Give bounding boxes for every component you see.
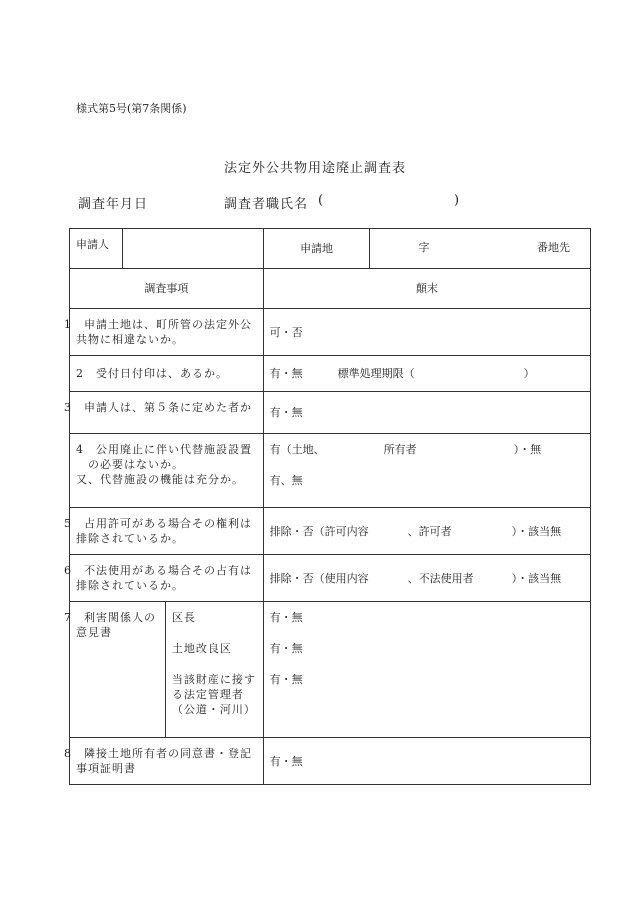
item-text: 又、代替施設の機能は充分か。: [76, 473, 244, 486]
table-row: [70, 392, 591, 434]
table-row: [70, 434, 591, 508]
answer-choice: 有・無: [269, 367, 303, 380]
items-heading-cell: [70, 269, 264, 309]
survey-date-label: 調査年月日: [78, 197, 149, 212]
location-label: 申請地: [300, 242, 334, 255]
table-row: [70, 555, 591, 602]
answer-choice: 有・無: [269, 611, 303, 624]
answer-cell[interactable]: [263, 602, 590, 738]
item-cell: 5 占用許可がある場合その権利は排除されているか。: [70, 508, 264, 555]
items-heading: 調査事項: [144, 282, 189, 295]
answer-cell[interactable]: 有・無: [263, 738, 590, 785]
owner-label: 所有者: [383, 443, 417, 456]
form-code: 様式第5号(第7条関係): [76, 102, 187, 115]
details-heading-cell: [263, 269, 590, 309]
column-header-row: [70, 269, 591, 309]
applicant-cell: [70, 229, 264, 269]
details-heading: 顛末: [415, 282, 438, 295]
illegal-user-label: 、不法使用者: [407, 571, 474, 585]
location-field[interactable]: [370, 229, 591, 269]
location-label-cell: [263, 229, 370, 269]
surveyor-label: 調査者職氏名: [224, 197, 309, 212]
answer-choice: 有（土地、: [269, 443, 325, 456]
answer-suffix: ）・無: [513, 443, 542, 456]
survey-meta-line: [78, 193, 558, 211]
answer-suffix: ）・該当無: [511, 524, 562, 538]
deadline-label: 標準処理期限（: [337, 367, 415, 380]
item-cell: [70, 434, 264, 508]
answer-cell[interactable]: 有・無: [263, 392, 590, 434]
stakeholder-cell: [165, 602, 263, 738]
applicant-label: 申請人: [76, 238, 109, 251]
table-row: [70, 508, 591, 555]
answer-cell[interactable]: [263, 555, 590, 602]
document-title: 法定外公共物用途廃止調査表: [223, 161, 406, 176]
answer-choice: 有・無: [269, 673, 303, 686]
answer-cell[interactable]: [263, 508, 590, 555]
survey-form-table: [64, 228, 591, 785]
item-cell: 3 申請人は、第５条に定めた者か: [70, 392, 264, 434]
answer-cell[interactable]: 可・否: [263, 309, 590, 356]
answer-choice: 有・無: [269, 642, 303, 655]
item-cell: 1 申請土地は、町所管の法定外公共物に相違ないか。: [70, 309, 264, 356]
surveyor-paren-close: ): [454, 193, 460, 208]
answer-choice: 排除・否（使用内容: [269, 571, 369, 585]
stakeholder-label: 当該財産に接する法定管理者（公道・河川）: [171, 673, 256, 716]
surveyor-paren-open: (: [318, 193, 324, 208]
table-row: [70, 356, 591, 392]
item-cell: 6 不法使用がある場合その占有は排除されているか。: [70, 555, 264, 602]
item-cell: 8 隣接土地所有者の同意書・登記事項証明書: [70, 738, 264, 785]
aza-label: 字: [418, 241, 430, 254]
answer-cell[interactable]: [263, 356, 590, 392]
stakeholder-label: 土地改良区: [171, 642, 232, 655]
lot-label: 番地先: [537, 241, 570, 254]
stakeholder-label: 区長: [171, 611, 196, 624]
paren-close: ）: [523, 367, 535, 380]
table-row: [70, 602, 591, 738]
answer-cell[interactable]: [263, 434, 590, 508]
item-text: 4 公用廃止に伴い代替施設設置の必要はないか。: [76, 443, 252, 471]
applicant-field[interactable]: [122, 229, 123, 268]
header-row: [70, 229, 591, 269]
answer-choice: 排除・否（許可内容: [269, 524, 369, 538]
answer-suffix: ）・該当無: [511, 571, 562, 585]
table-row: [70, 309, 591, 356]
item-cell: 7 利害関係人の意見書: [70, 602, 166, 738]
answer-choice: 有、無: [269, 474, 303, 487]
item-cell: 2 受付日付印は、あるか。: [70, 356, 264, 392]
permitter-label: 、許可者: [407, 524, 452, 538]
table-row: [70, 738, 591, 785]
